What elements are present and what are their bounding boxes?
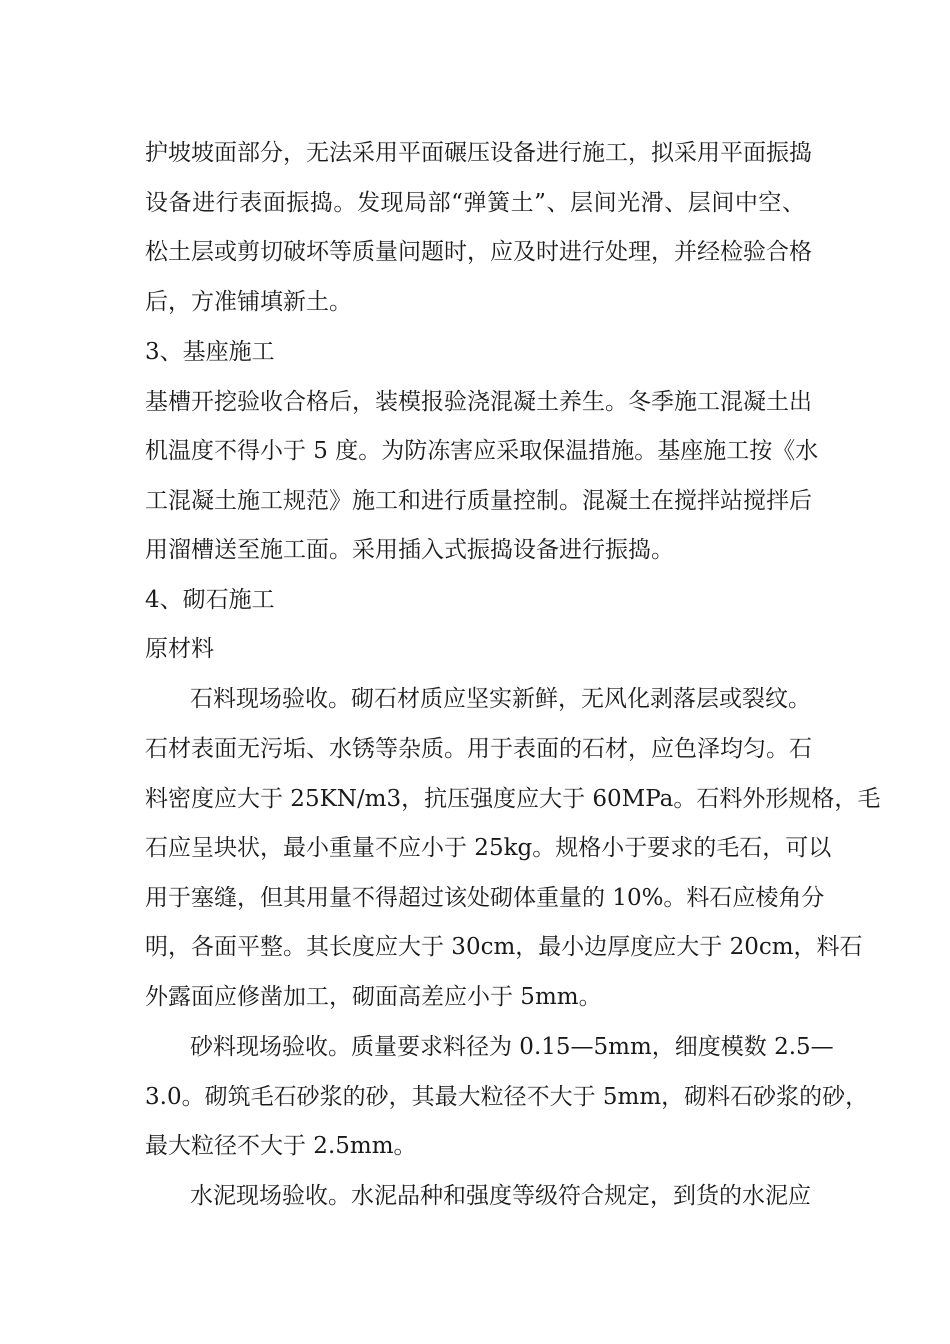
paragraph-line: 松土层或剪切破坏等质量问题时，应及时进行处理，并经检验合格 [145, 239, 812, 265]
paragraph-line: 3.0。砌筑毛石砂浆的砂，其最大粒径不大于 5mm，砌料石砂浆的砂， [145, 1084, 869, 1110]
paragraph-line: 设备进行表面振捣。发现局部“弹簧土”、层间光滑、层间中空、 [145, 190, 805, 216]
paragraph-line: 最大粒径不大于 2.5mm。 [145, 1133, 417, 1159]
section-heading: 4、砌石施工 [145, 587, 275, 613]
paragraph-line: 机温度不得小于 5 度。为防冻害应采取保温措施。基座施工按《水 [145, 438, 819, 464]
paragraph-line: 后，方准铺填新土。 [145, 289, 352, 315]
paragraph-line: 用溜槽送至施工面。采用插入式振捣设备进行振捣。 [145, 537, 674, 563]
paragraph-line: 工混凝土施工规范》施工和进行质量控制。混凝土在搅拌站搅拌后 [145, 488, 812, 514]
paragraph-line: 石材表面无污垢、水锈等杂质。用于表面的石材，应色泽均匀。石 [145, 736, 812, 762]
paragraph-line: 石应呈块状，最小重量不应小于 25kg。规格小于要求的毛石，可以 [145, 835, 832, 861]
paragraph-line: 料密度应大于 25KN/m3，抗压强度应大于 60MPa。石料外形规格，毛 [145, 786, 881, 812]
paragraph-line: 外露面应修凿加工，砌面高差应小于 5mm。 [145, 984, 602, 1010]
paragraph-line: 砂料现场验收。质量要求料径为 0.15—5mm，细度模数 2.5— [190, 1034, 834, 1060]
paragraph-line: 水泥现场验收。水泥品种和强度等级符合规定，到货的水泥应 [190, 1183, 811, 1209]
paragraph-line: 用于塞缝，但其用量不得超过该处砌体重量的 10%。料石应棱角分 [145, 885, 825, 911]
paragraph-line: 明，各面平整。其长度应大于 30cm，最小边厚度应大于 20cm，料石 [145, 934, 863, 960]
section-heading: 3、基座施工 [145, 339, 275, 365]
subheading: 原材料 [145, 636, 214, 662]
paragraph-line: 基槽开挖验收合格后，装模报验浇混凝土养生。冬季施工混凝土出 [145, 389, 812, 415]
paragraph-line: 护坡坡面部分，无法采用平面碾压设备进行施工，拟采用平面振捣 [145, 140, 812, 166]
paragraph-line: 石料现场验收。砌石材质应坚实新鲜，无风化剥落层或裂纹。 [190, 686, 811, 712]
